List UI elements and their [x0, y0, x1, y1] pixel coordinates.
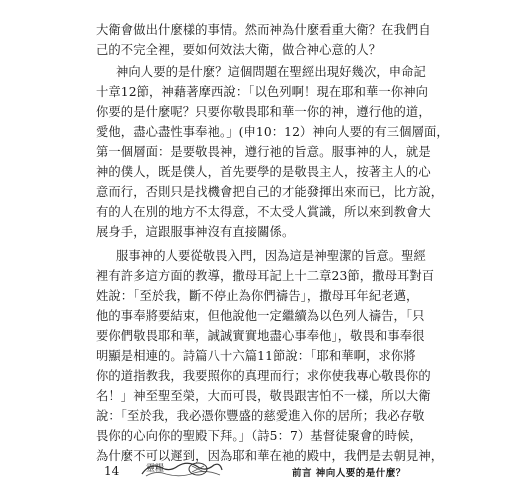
- text-line: 服事神的人要從敬畏入門，因為這是神聖潔的旨意。聖經: [116, 249, 426, 263]
- publisher-logo: [140, 458, 224, 480]
- text-line: 裡有許多這方面的教導，撒母耳記上十二章23節，撒母耳對百: [96, 269, 435, 283]
- text-line: 畏你的心向你的聖殿下拜。」（詩5：7）基督徒聚會的時候，: [96, 429, 422, 443]
- text-line: 你的道指教我，我要照你的真理而行；求你使我專心敬畏你的: [96, 369, 431, 383]
- text-line: 意而行，否則只是找機會把自己的才能發揮出來而已，比方說，: [96, 185, 444, 199]
- text-line: 愛他，盡心盡性事奉祂。」(申10：12）神向人要的有三個層面，: [96, 125, 449, 139]
- text-line: 他的事奉將要結束，但他說他一定繼續為以色列人禱告，「只: [96, 309, 425, 323]
- text-line: 說：「至於我，我必憑你豐盛的慈愛進入你的居所；我必存敬: [96, 409, 425, 423]
- text-line: 第一個層面：是要敬畏神，遵行祂的旨意。服事神的人，就是: [96, 145, 431, 159]
- text-line: 神的僕人，既是僕人，首先要學的是敬畏主人，按著主人的心: [96, 165, 431, 179]
- text-line: 明顯是相連的。詩篇八十六篇11節說：「耶和華啊，求你將: [96, 349, 416, 363]
- text-line: 為什麼不可以遲到，因為耶和華在祂的殿中，我們是去朝見神，: [96, 449, 444, 463]
- text-line: 你要的是什麼呢？只要你敬畏耶和華一你的神，遵行他的道，: [96, 105, 431, 119]
- text-line: 神向人要的是什麼？這個問題在聖經出現好幾次，申命記: [116, 65, 426, 79]
- text-line: 姓說：「至於我，斷不停止為你們禱告」，撒母耳年紀老邁，: [96, 289, 419, 303]
- text-line: 展身手，這跟服事神沒有直接關係。: [96, 225, 295, 239]
- text-line: 名！」神至聖至榮，大而可畏，敬畏跟害怕不一樣，所以大衛: [96, 389, 431, 403]
- page-number: 14: [104, 464, 120, 478]
- text-line: 十章12節，神藉著摩西說：「以色列啊！現在耶和華一你神向: [96, 85, 429, 99]
- text-line: 有的人在別的地方不太得意，不太受人賞識，所以來到教會大: [96, 205, 431, 219]
- text-line: 大衛會做出什麼樣的事情。然而神為什麼看重大衛？在我們自: [96, 23, 431, 37]
- text-line: 己的不完全裡，要如何效法大衛，做合神心意的人？: [96, 43, 382, 57]
- text-line: 要你們敬畏耶和華，誠誠實實地盡心事奉他」，敬畏和事奉很: [96, 329, 425, 343]
- page-footer: [0, 456, 520, 486]
- chapter-title: 前言 神向人要的是什麼？: [292, 468, 406, 479]
- logo-lettering: 靈糧: [146, 464, 165, 474]
